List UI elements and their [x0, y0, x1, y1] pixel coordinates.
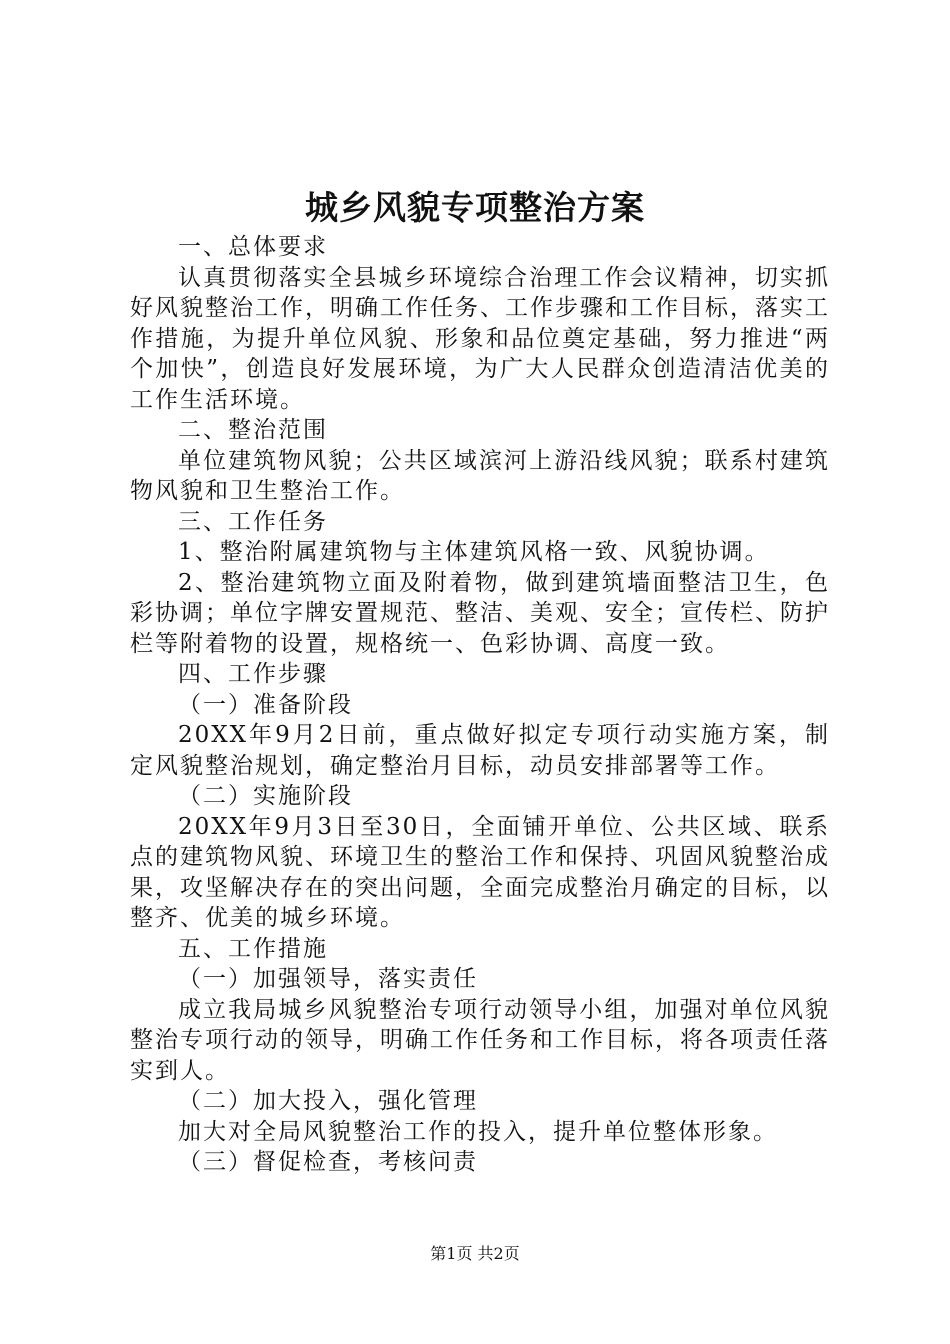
subheading-inspection: （三）督促检查，考核问责 — [178, 1149, 478, 1175]
document-body — [130, 232, 830, 1178]
subheading-implementation-stage: （二）实施阶段 — [178, 783, 353, 809]
section-heading-tasks: 三、工作任务 — [178, 508, 328, 535]
paragraph-task-1: 1、整治附属建筑物与主体建筑风格一致、风貌协调。 — [178, 539, 770, 565]
page-footer: 第1页 共2页 — [430, 1244, 520, 1263]
section-heading-scope: 二、整治范围 — [178, 417, 328, 443]
paragraph-general-requirements: 认真贯彻落实全县城乡环境综合治理工作会议精神，切实抓好风貌整治工作，明确工作任务、工作步骤和工作目标，落实工作措施，为提升单位风貌、形象和品位奠定基础，努力推进“两个加快”，创造良好发展环境，为广大人民群众创造清洁优美的工作生活环境。 — [130, 264, 830, 413]
paragraph-scope: 单位建筑物风貌；公共区域滨河上游沿线风貌；联系村建筑物风貌和卫生整治工作。 — [130, 447, 830, 504]
section-heading-measures: 五、工作措施 — [178, 935, 328, 962]
paragraph-task-2: 2、整治建筑物立面及附着物，做到建筑墙面整洁卫生，色彩协调；单位字牌安置规范、整洁、美观、安全；宣传栏、防护栏等附着物的设置，规格统一、色彩协调、高度一致。 — [130, 569, 830, 657]
subheading-leadership: （一）加强领导，落实责任 — [178, 966, 478, 992]
section-heading-steps: 四、工作步骤 — [178, 661, 328, 687]
document-title: 城乡风貌专项整治方案 — [305, 188, 645, 227]
paragraph-implementation-stage: 20XX年9月3日至30日，全面铺开单位、公共区域、联系点的建筑物风貌、环境卫生的整治工作和保持、巩固风貌整治成果，攻坚解决存在的突出问题，全面完成整治月确定的目标，以整齐、优美的城乡环境。 — [130, 813, 830, 931]
paragraph-investment: 加大对全局风貌整治工作的投入，提升单位整体形象。 — [178, 1118, 778, 1145]
subheading-investment: （二）加大投入，强化管理 — [178, 1088, 478, 1114]
paragraph-preparation-stage: 20XX年9月2日前，重点做好拟定专项行动实施方案，制定风貌整治规划，确定整治月目标，动员安排部署等工作。 — [130, 722, 830, 779]
subheading-preparation-stage: （一）准备阶段 — [178, 691, 353, 718]
section-heading-general-requirements: 一、总体要求 — [178, 234, 328, 260]
paragraph-leadership: 成立我局城乡风貌整治专项行动领导小组，加强对单位风貌整治专项行动的领导，明确工作任务和工作目标，将各项责任落实到人。 — [130, 996, 830, 1084]
